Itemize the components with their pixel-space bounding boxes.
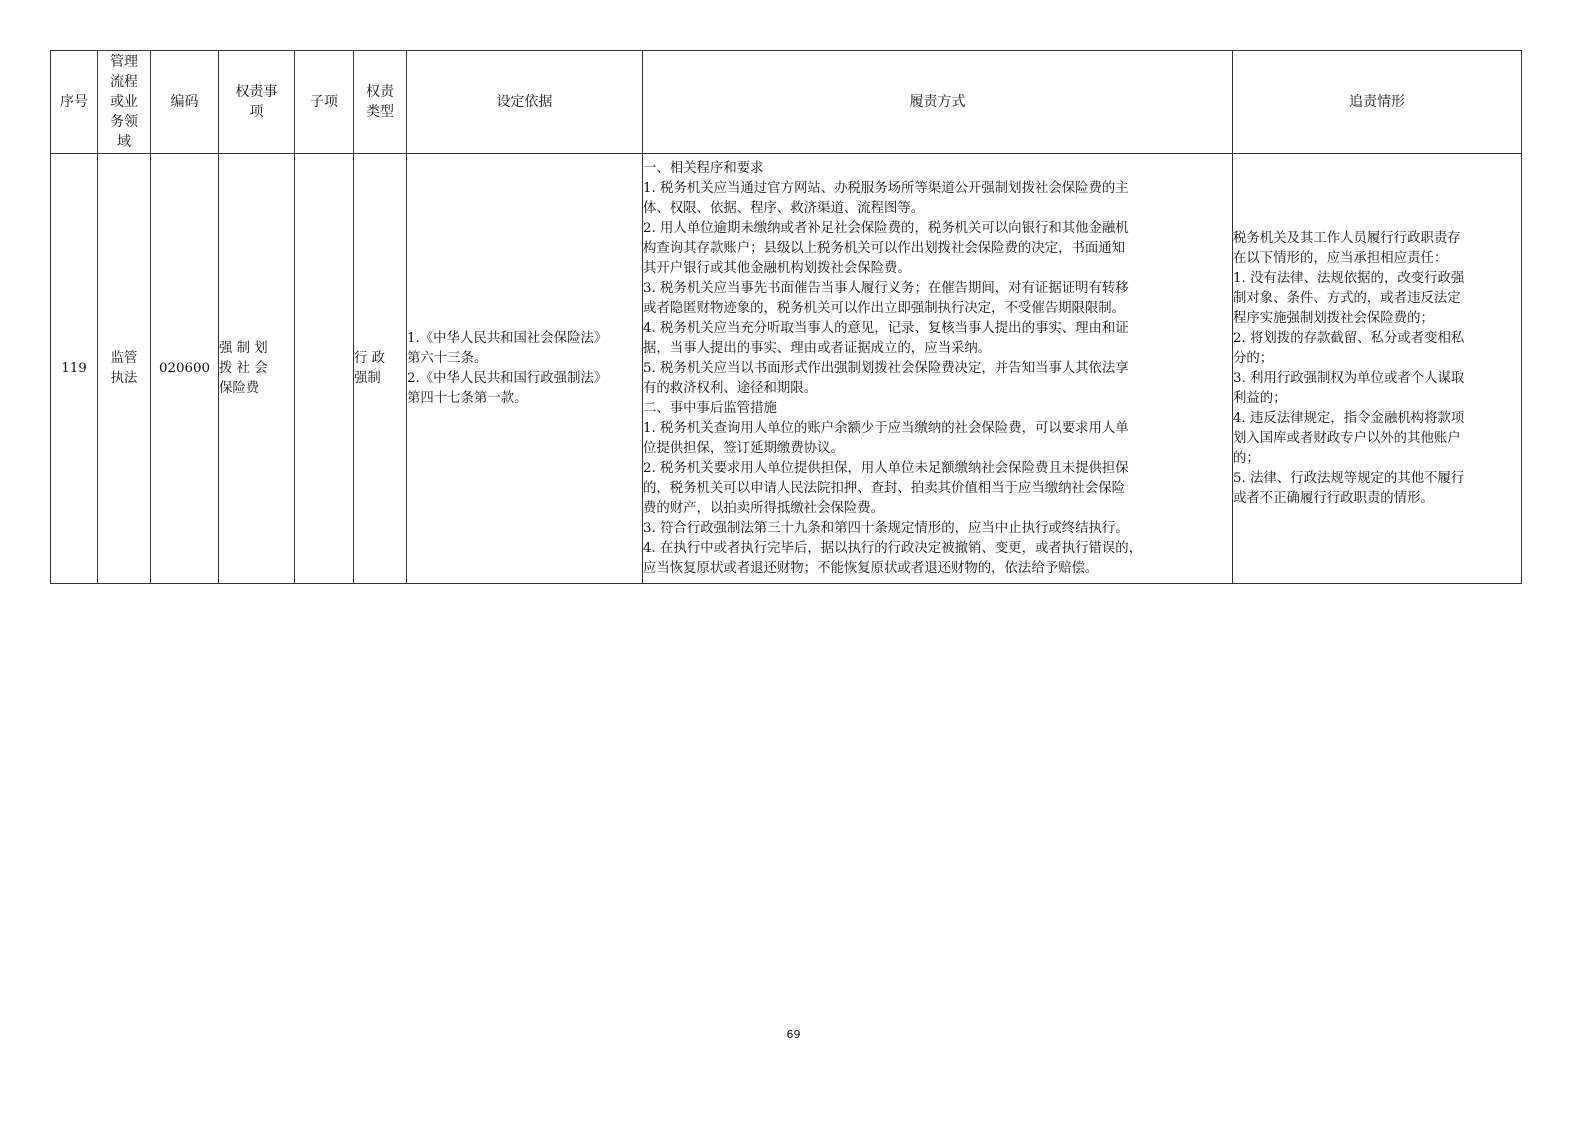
header-process-line: 务领 bbox=[110, 114, 138, 130]
table-row bbox=[51, 154, 1522, 584]
method-line: 的，税务机关可以申请人民法院扣押、查封、拍卖其价值相当于应当缴纳社会保险 bbox=[643, 480, 1126, 496]
cell-code: 020600 bbox=[151, 154, 219, 584]
cell-item-line: 拨 社 会 bbox=[219, 360, 268, 376]
cell-basis bbox=[407, 154, 643, 584]
method-line: 费的财产，以拍卖所得抵缴社会保险费。 bbox=[643, 500, 885, 516]
method-line: 或者隐匿财物迹象的，税务机关可以作出立即强制执行决定，不受催告期限限制。 bbox=[643, 300, 1126, 316]
accountability-line: 利益的； bbox=[1233, 390, 1287, 406]
header-accountability: 追责情形 bbox=[1233, 51, 1522, 154]
accountability-line: 制对象、条件、方式的，或者违反法定 bbox=[1233, 290, 1461, 306]
header-item-line: 项 bbox=[249, 104, 264, 120]
method-line: 一、相关程序和要求 bbox=[643, 160, 764, 176]
accountability-line: 划入国库或者财政专户以外的其他账户 bbox=[1233, 430, 1461, 446]
header-basis: 设定依据 bbox=[407, 51, 643, 154]
accountability-line: 3. 利用行政强制权为单位或者个人谋取 bbox=[1233, 370, 1465, 386]
cell-item bbox=[219, 154, 295, 584]
header-method: 履责方式 bbox=[643, 51, 1233, 154]
accountability-line: 程序实施强制划拨社会保险费的； bbox=[1233, 310, 1434, 326]
header-type-line: 类型 bbox=[366, 104, 394, 120]
header-process-line: 域 bbox=[117, 134, 131, 150]
cell-accountability bbox=[1233, 154, 1522, 584]
accountability-line: 4. 违反法律规定，指令金融机构将款项 bbox=[1233, 410, 1465, 426]
header-seq: 序号 bbox=[51, 51, 98, 154]
method-line: 2. 用人单位逾期未缴纳或者补足社会保险费的，税务机关可以向银行和其他金融机 bbox=[643, 220, 1129, 236]
method-line: 其开户银行或其他金融机构划拨社会保险费。 bbox=[643, 260, 911, 276]
basis-line: 第四十七条第一款。 bbox=[407, 390, 528, 406]
header-row bbox=[51, 51, 1522, 154]
cell-process bbox=[98, 154, 151, 584]
accountability-line: 1. 没有法律、法规依据的，改变行政强 bbox=[1233, 270, 1465, 286]
method-line: 构查询其存款账户；县级以上税务机关可以作出划拨社会保险费的决定，书面通知 bbox=[643, 240, 1126, 256]
method-line: 3. 税务机关应当事先书面催告当事人履行义务；在催告期间，对有证据证明有转移 bbox=[643, 280, 1129, 296]
method-line: 据，当事人提出的事实、理由或者证据成立的，应当采纳。 bbox=[643, 340, 992, 356]
method-line: 1. 税务机关应当通过官方网站、办税服务场所等渠道公开强制划拨社会保险费的主 bbox=[643, 180, 1129, 196]
accountability-line: 5. 法律、行政法规等规定的其他不履行 bbox=[1233, 470, 1465, 486]
cell-seq: 119 bbox=[51, 154, 98, 584]
header-type-line: 权责 bbox=[366, 84, 394, 100]
method-line: 二、事中事后监管措施 bbox=[643, 400, 777, 416]
method-line: 体、权限、依据、程序、救济渠道、流程图等。 bbox=[643, 200, 925, 216]
header-code: 编码 bbox=[151, 51, 219, 154]
header-process bbox=[98, 51, 151, 154]
cell-type bbox=[354, 154, 407, 584]
cell-type-line: 强制 bbox=[354, 370, 381, 386]
accountability-table bbox=[50, 50, 1522, 584]
method-line: 应当恢复原状或者退还财物；不能恢复原状或者退还财物的，依法给予赔偿。 bbox=[643, 560, 1099, 576]
header-process-line: 或业 bbox=[110, 94, 138, 110]
header-item-line: 权责事 bbox=[235, 84, 278, 100]
header-type bbox=[354, 51, 407, 154]
method-line: 4. 在执行中或者执行完毕后，据以执行的行政决定被撤销、变更，或者执行错误的， bbox=[643, 540, 1143, 556]
cell-sub bbox=[295, 154, 354, 584]
method-line: 有的救济权利、途径和期限。 bbox=[643, 380, 818, 396]
basis-line: 2.《中华人民共和国行政强制法》 bbox=[407, 370, 608, 386]
header-process-line: 流程 bbox=[110, 74, 138, 90]
method-line: 1. 税务机关查询用人单位的账户余额少于应当缴纳的社会保险费，可以要求用人单 bbox=[643, 420, 1129, 436]
cell-item-line: 强 制 划 bbox=[219, 340, 268, 356]
accountability-line: 税务机关及其工作人员履行行政职责存 bbox=[1233, 230, 1461, 246]
header-sub: 子项 bbox=[295, 51, 354, 154]
accountability-line: 在以下情形的，应当承担相应责任： bbox=[1233, 250, 1448, 266]
method-line: 位提供担保，签订延期缴费协议。 bbox=[643, 440, 844, 456]
method-line: 5. 税务机关应当以书面形式作出强制划拨社会保险费决定，并告知当事人其依法享 bbox=[643, 360, 1129, 376]
cell-method bbox=[643, 154, 1233, 584]
header-process-line: 管理 bbox=[110, 54, 138, 70]
accountability-line: 2. 将划拨的存款截留、私分或者变相私 bbox=[1233, 330, 1465, 346]
cell-process-line: 监管 bbox=[110, 350, 138, 366]
cell-process-line: 执法 bbox=[110, 370, 138, 386]
basis-line: 第六十三条。 bbox=[407, 350, 488, 366]
accountability-line: 分的； bbox=[1233, 350, 1274, 366]
method-line: 4. 税务机关应当充分听取当事人的意见，记录、复核当事人提出的事实、理由和证 bbox=[643, 320, 1129, 336]
header-item bbox=[219, 51, 295, 154]
method-line: 2. 税务机关要求用人单位提供担保，用人单位未足额缴纳社会保险费且未提供担保 bbox=[643, 460, 1129, 476]
basis-line: 1.《中华人民共和国社会保险法》 bbox=[407, 330, 608, 346]
accountability-line: 的； bbox=[1233, 450, 1260, 466]
cell-item-line: 保险费 bbox=[219, 380, 260, 396]
page-number: 69 bbox=[786, 1028, 801, 1041]
method-line: 3. 符合行政强制法第三十九条和第四十条规定情形的，应当中止执行或终结执行。 bbox=[643, 520, 1129, 536]
accountability-line: 或者不正确履行行政职责的情形。 bbox=[1233, 490, 1434, 506]
cell-type-line: 行 政 bbox=[354, 350, 386, 366]
